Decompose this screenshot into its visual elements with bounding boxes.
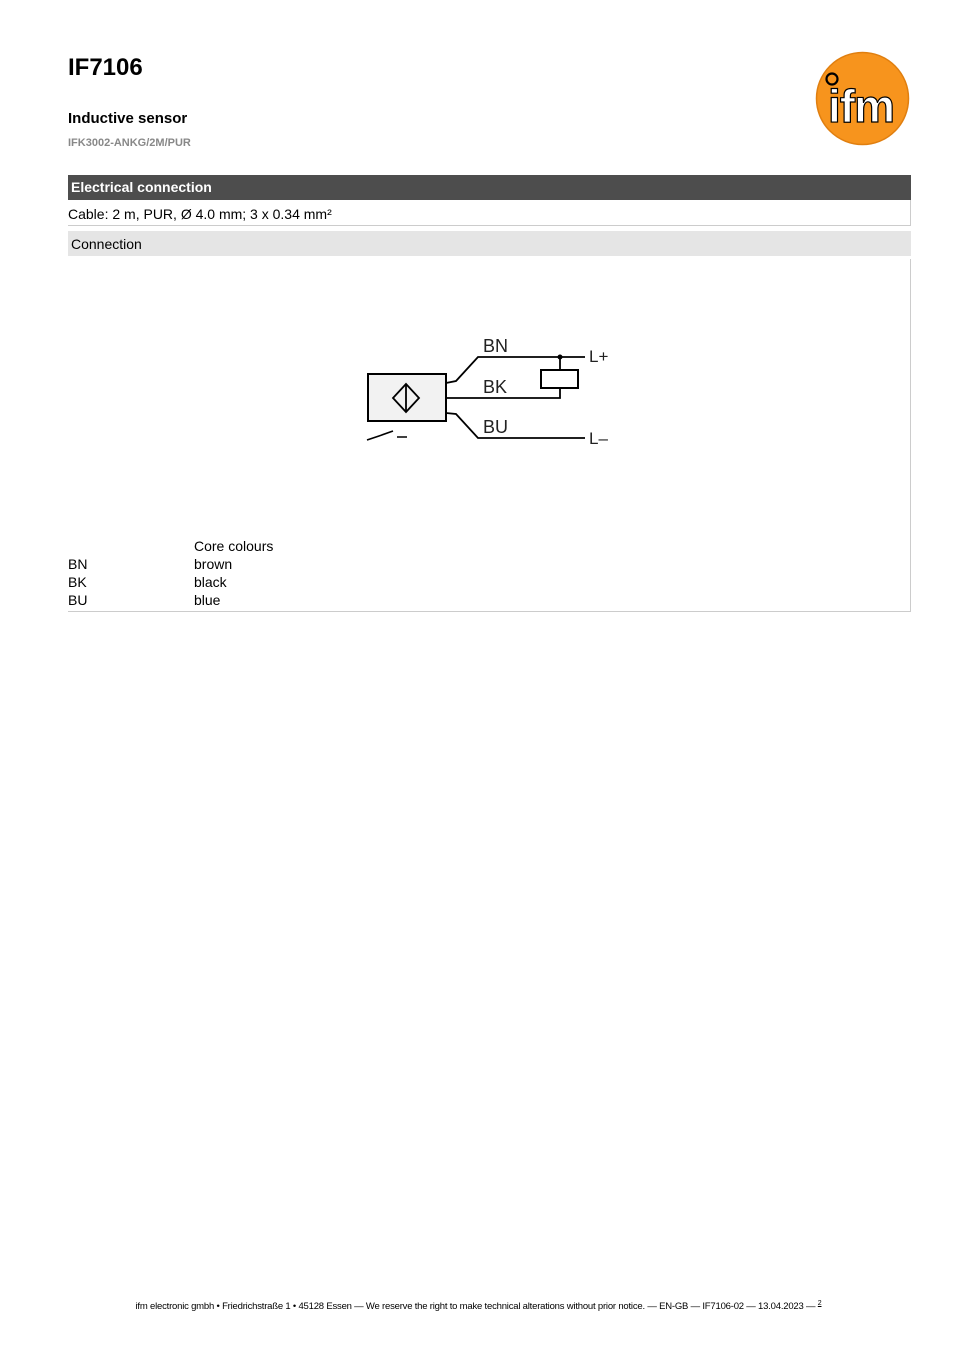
core-code: BN — [68, 556, 88, 572]
ifm-logo — [815, 51, 910, 146]
junction-dot — [558, 355, 563, 360]
footer-text: ifm electronic gmbh • Friedrichstraße 1 • 45128 Essen — We reserve the right to make technical alterations without prior notice. — EN-GB — IF7106-02 — 13.04.2023 — — [135, 1301, 816, 1313]
page-footer — [0, 1300, 957, 1312]
product-subtitle: Inductive sensor — [68, 110, 188, 127]
page-number: 2 — [817, 1300, 822, 1307]
cable-spec: Cable: 2 m, PUR, Ø 4.0 mm; 3 x 0.34 mm² — [68, 200, 911, 226]
wiring-diagram — [355, 326, 625, 456]
connection-heading: Connection — [68, 231, 911, 256]
wire-label-bk: BK — [483, 377, 508, 397]
core-code: BK — [68, 574, 87, 590]
article-code: IFK3002-ANKG/2M/PUR — [68, 137, 191, 149]
core-colour: brown — [194, 556, 233, 572]
core-colours-heading: Core colours — [194, 538, 274, 554]
core-code: BU — [68, 592, 88, 608]
electrical-connection-heading: Electrical connection — [68, 175, 911, 200]
load-symbol — [541, 370, 578, 388]
terminal-l-plus: L+ — [589, 347, 609, 366]
terminal-l-minus: L– — [589, 429, 608, 448]
wire-label-bn: BN — [483, 336, 509, 356]
wire-bu — [446, 413, 585, 438]
core-colour: black — [194, 574, 227, 590]
core-colour: blue — [194, 592, 221, 608]
wire-label-bu: BU — [483, 417, 509, 437]
product-title: IF7106 — [68, 54, 143, 81]
sensor-body — [368, 374, 446, 421]
switch-symbol — [367, 431, 407, 440]
logo-text: ifm — [828, 80, 894, 132]
